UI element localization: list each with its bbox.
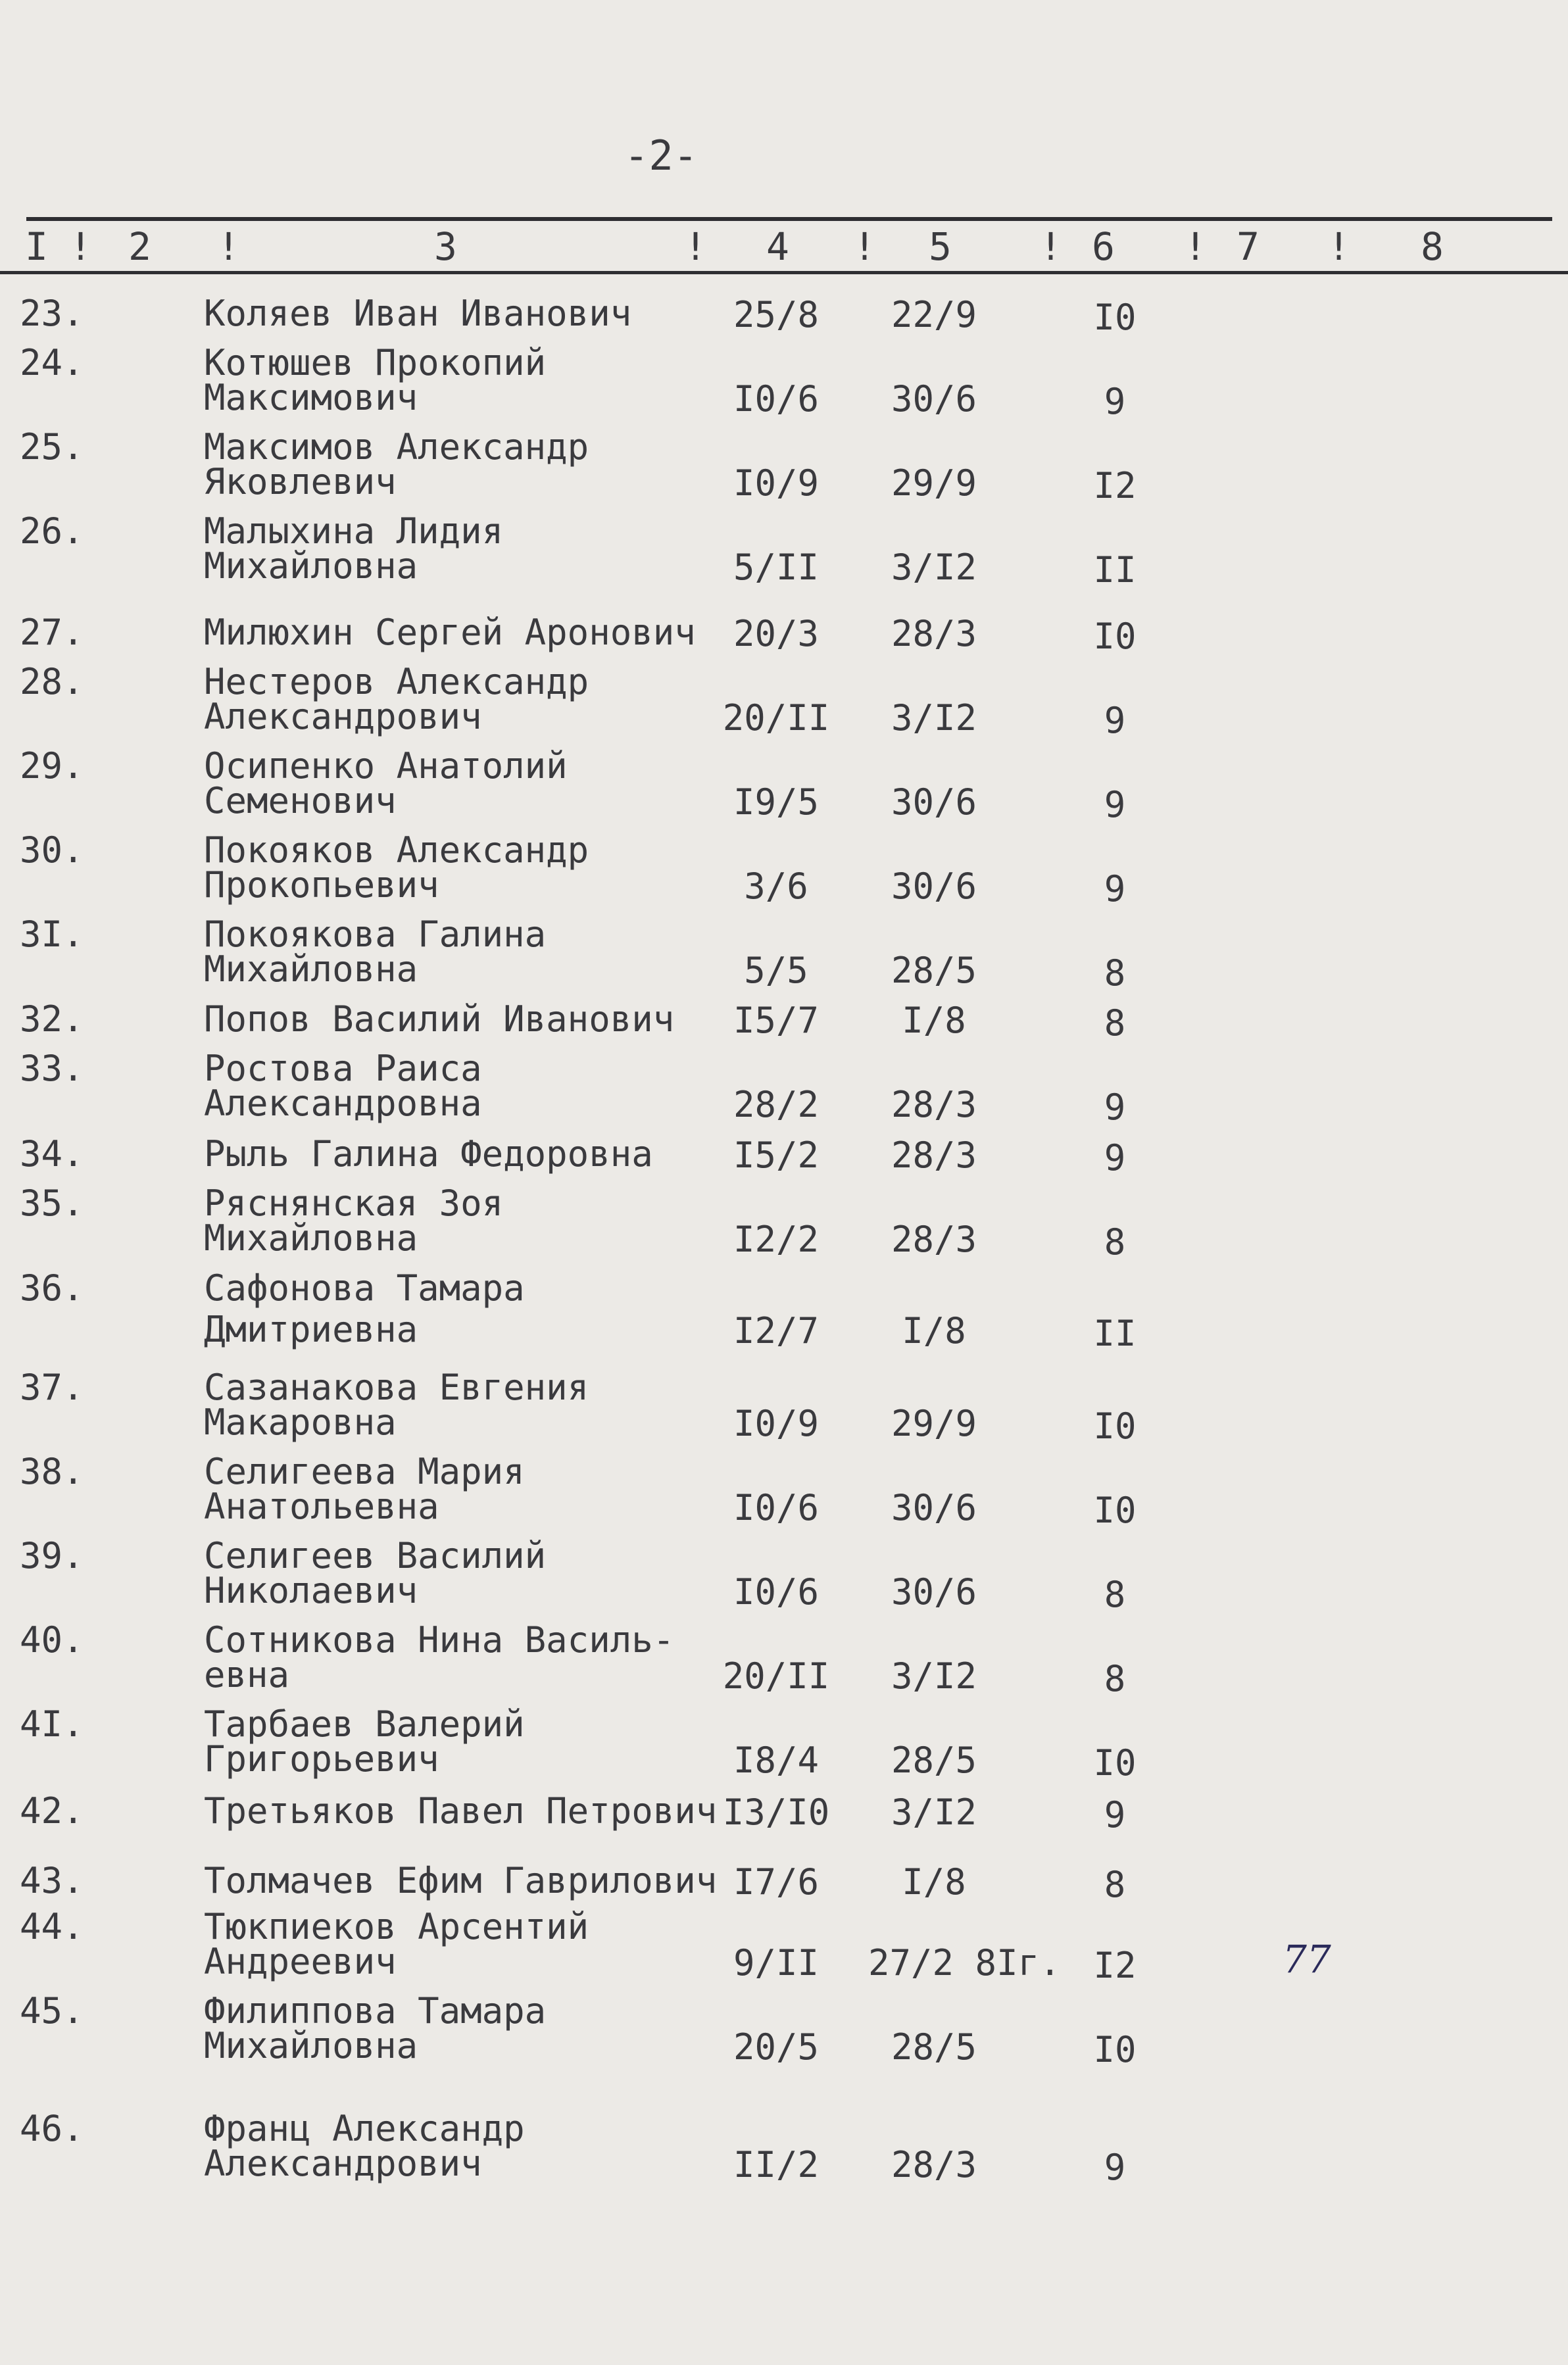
col-6-value: 9 xyxy=(1104,1086,1126,1128)
col-5-value: 27/2 8Iг. xyxy=(868,1942,1061,1984)
full-name-line: Тарбаев Валерий xyxy=(204,1703,525,1745)
full-name-line: Селигеев Василий xyxy=(204,1535,547,1576)
row-number: 43. xyxy=(20,1860,84,1901)
row-number: 34. xyxy=(20,1133,84,1175)
row-number: 39. xyxy=(20,1535,84,1576)
col-5-value: 29/9 xyxy=(891,462,977,504)
col-6-value: 9 xyxy=(1104,700,1126,741)
full-name-line: Сафонова Тамара xyxy=(204,1267,525,1309)
col-5-value: 3/I2 xyxy=(891,697,977,739)
full-name-line: евна xyxy=(204,1654,290,1695)
col-5-value: 30/6 xyxy=(891,1487,977,1528)
full-name-line: Ряснянская Зоя xyxy=(204,1182,504,1224)
full-name-line: Яковлевич xyxy=(204,461,397,502)
col-4-value: 5/II xyxy=(733,547,820,588)
full-name-line: Сотникова Нина Василь- xyxy=(204,1619,675,1661)
full-name-line: Григорьевич xyxy=(204,1738,439,1780)
full-name-line: Осипенко Анатолий xyxy=(204,745,568,787)
header-col-6: 6 xyxy=(1092,224,1115,269)
col-4-value: 5/5 xyxy=(744,950,808,991)
col-5-value: 28/3 xyxy=(891,1134,977,1176)
row-number: 4I. xyxy=(20,1703,84,1745)
col-5-value: 30/6 xyxy=(891,866,977,907)
col-4-value: 3/6 xyxy=(744,866,808,907)
col-4-value: 20/II xyxy=(722,1655,830,1697)
header-col-1: I xyxy=(25,224,48,269)
full-name-line: Макаровна xyxy=(204,1402,397,1443)
col-6-value: 8 xyxy=(1104,1002,1126,1044)
full-name-line: Александрович xyxy=(204,696,482,737)
col-5-value: 28/3 xyxy=(891,1084,977,1125)
full-name-line: Малыхина Лидия xyxy=(204,510,504,552)
full-name-line: Тюкпиеков Арсентий xyxy=(204,1906,589,1947)
col-6-value: 9 xyxy=(1104,784,1126,825)
col-5-value: 28/5 xyxy=(891,950,977,991)
col-4-value: 25/8 xyxy=(733,294,820,335)
full-name-line: Милюхин Сергей Аронович xyxy=(204,612,696,653)
full-name-line: Котюшев Прокопий xyxy=(204,342,547,383)
full-name-line: Андреевич xyxy=(204,1941,397,1982)
header-separator: ! xyxy=(1327,224,1350,269)
header-separator: ! xyxy=(1184,224,1207,269)
col-6-value: 8 xyxy=(1104,1658,1126,1699)
full-name-line: Попов Василий Иванович xyxy=(204,998,675,1040)
full-name-line: Франц Александр xyxy=(204,2108,525,2149)
col-4-value: II/2 xyxy=(733,2144,820,2185)
col-6-value: 9 xyxy=(1104,1794,1126,1836)
full-name-line: Михайловна xyxy=(204,2025,418,2066)
row-number: 46. xyxy=(20,2108,84,2149)
col-4-value: 9/II xyxy=(733,1942,820,1984)
full-name-line: Михайловна xyxy=(204,948,418,990)
full-name-line: Анатольевна xyxy=(204,1486,439,1527)
full-name-line: Дмитриевна xyxy=(204,1309,418,1350)
col-4-value: 28/2 xyxy=(733,1084,820,1125)
col-6-value: II xyxy=(1093,1313,1137,1354)
full-name-line: Коляев Иван Иванович xyxy=(204,293,632,334)
header-separator: ! xyxy=(217,224,240,269)
header-separator: ! xyxy=(853,224,876,269)
row-number: 3I. xyxy=(20,914,84,955)
col-5-value: 28/3 xyxy=(891,2144,977,2185)
full-name-line: Третьяков Павел Петрович xyxy=(204,1790,718,1832)
col-4-value: I7/6 xyxy=(733,1861,820,1903)
full-name-line: Максимов Александр xyxy=(204,426,589,468)
header-col-4: 4 xyxy=(766,224,789,269)
col-6-value: I0 xyxy=(1093,2029,1137,2070)
col-6-value: I0 xyxy=(1093,297,1137,338)
header-separator: ! xyxy=(684,224,707,269)
col-5-value: 30/6 xyxy=(891,1571,977,1613)
col-6-value: 9 xyxy=(1104,1137,1126,1179)
row-number: 36. xyxy=(20,1267,84,1309)
col-6-value: 8 xyxy=(1104,1221,1126,1263)
col-5-value: 3/I2 xyxy=(891,1792,977,1833)
header-col-8: 8 xyxy=(1421,224,1444,269)
col-4-value: I5/7 xyxy=(733,1000,820,1041)
col-5-value: 3/I2 xyxy=(891,1655,977,1697)
row-number: 29. xyxy=(20,745,84,787)
row-number: 26. xyxy=(20,510,84,552)
col-5-value: 28/5 xyxy=(891,1740,977,1781)
col-6-value: II xyxy=(1093,549,1137,591)
full-name-line: Филиппова Тамара xyxy=(204,1990,547,2032)
full-name-line: Сазанакова Евгения xyxy=(204,1367,589,1408)
full-name-line: Прокопьевич xyxy=(204,864,439,906)
row-number: 28. xyxy=(20,661,84,702)
col-4-value: I9/5 xyxy=(733,781,820,823)
row-number: 30. xyxy=(20,829,84,871)
row-number: 42. xyxy=(20,1790,84,1832)
full-name-line: Михайловна xyxy=(204,1217,418,1259)
col-4-value: I8/4 xyxy=(733,1740,820,1781)
col-6-value: 8 xyxy=(1104,1864,1126,1905)
row-number: 37. xyxy=(20,1367,84,1408)
col-4-value: 20/5 xyxy=(733,2026,820,2068)
row-number: 27. xyxy=(20,612,84,653)
header-col-5: 5 xyxy=(929,224,952,269)
row-number: 40. xyxy=(20,1619,84,1661)
full-name-line: Александровна xyxy=(204,1083,482,1124)
full-name-line: Максимович xyxy=(204,377,418,418)
col-6-value: I0 xyxy=(1093,616,1137,657)
col-5-value: 28/3 xyxy=(891,1219,977,1260)
col-4-value: I3/I0 xyxy=(722,1792,830,1833)
full-name-line: Покоякова Галина xyxy=(204,914,547,955)
full-name-line: Семенович xyxy=(204,780,397,821)
row-number: 38. xyxy=(20,1451,84,1492)
col-6-value: 9 xyxy=(1104,381,1126,422)
header-col-7: 7 xyxy=(1237,224,1260,269)
full-name-line: Селигеева Мария xyxy=(204,1451,525,1492)
row-number: 45. xyxy=(20,1990,84,2032)
page-number: -2- xyxy=(624,132,698,180)
col-4-value: I2/2 xyxy=(733,1219,820,1260)
col-4-value: I0/6 xyxy=(733,1487,820,1528)
header-rule xyxy=(0,271,1568,274)
col-6-value: I0 xyxy=(1093,1490,1137,1531)
full-name-line: Рыль Галина Федоровна xyxy=(204,1133,653,1175)
row-number: 35. xyxy=(20,1182,84,1224)
row-number: 44. xyxy=(20,1906,84,1947)
header-separator: ! xyxy=(69,224,92,269)
full-name-line: Александрович xyxy=(204,2143,482,2184)
col-6-value: 8 xyxy=(1104,1574,1126,1615)
row-number: 32. xyxy=(20,998,84,1040)
full-name-line: Нестеров Александр xyxy=(204,661,589,702)
col-5-value: 22/9 xyxy=(891,294,977,335)
col-5-value: 28/3 xyxy=(891,613,977,654)
col-4-value: I0/9 xyxy=(733,462,820,504)
col-5-value: 3/I2 xyxy=(891,547,977,588)
col-5-value: 28/5 xyxy=(891,2026,977,2068)
col-5-value: 30/6 xyxy=(891,378,977,420)
full-name-line: Покояков Александр xyxy=(204,829,589,871)
col-5-value: I/8 xyxy=(902,1861,966,1903)
full-name-line: Толмачев Ефим Гаврилович xyxy=(204,1860,718,1901)
row-number: 24. xyxy=(20,342,84,383)
row-number: 33. xyxy=(20,1048,84,1089)
col-6-value: 8 xyxy=(1104,952,1126,994)
col-5-value: I/8 xyxy=(902,1000,966,1041)
col-6-value: 9 xyxy=(1104,2147,1126,2188)
row-number: 23. xyxy=(20,293,84,334)
full-name-line: Михайловна xyxy=(204,545,418,587)
col-5-value: I/8 xyxy=(902,1310,966,1352)
full-name-line: Николаевич xyxy=(204,1570,418,1611)
row-number: 25. xyxy=(20,426,84,468)
col-4-value: I2/7 xyxy=(733,1310,820,1352)
col-4-value: I5/2 xyxy=(733,1134,820,1176)
header-separator: ! xyxy=(1039,224,1062,269)
col-6-value: I2 xyxy=(1093,1945,1137,1986)
header-col-3: 3 xyxy=(434,224,457,269)
col-6-value: I0 xyxy=(1093,1742,1137,1784)
col-6-value: I2 xyxy=(1093,465,1137,506)
handwritten-margin-mark: 77 xyxy=(1283,1937,1331,1982)
col-4-value: 20/3 xyxy=(733,613,820,654)
header-col-2: 2 xyxy=(128,224,151,269)
col-5-value: 30/6 xyxy=(891,781,977,823)
col-4-value: 20/II xyxy=(722,697,830,739)
top-rule xyxy=(26,217,1552,221)
col-5-value: 29/9 xyxy=(891,1403,977,1444)
col-4-value: I0/9 xyxy=(733,1403,820,1444)
col-6-value: I0 xyxy=(1093,1405,1137,1447)
col-4-value: I0/6 xyxy=(733,1571,820,1613)
col-4-value: I0/6 xyxy=(733,378,820,420)
full-name-line: Ростова Раиса xyxy=(204,1048,482,1089)
col-6-value: 9 xyxy=(1104,868,1126,910)
